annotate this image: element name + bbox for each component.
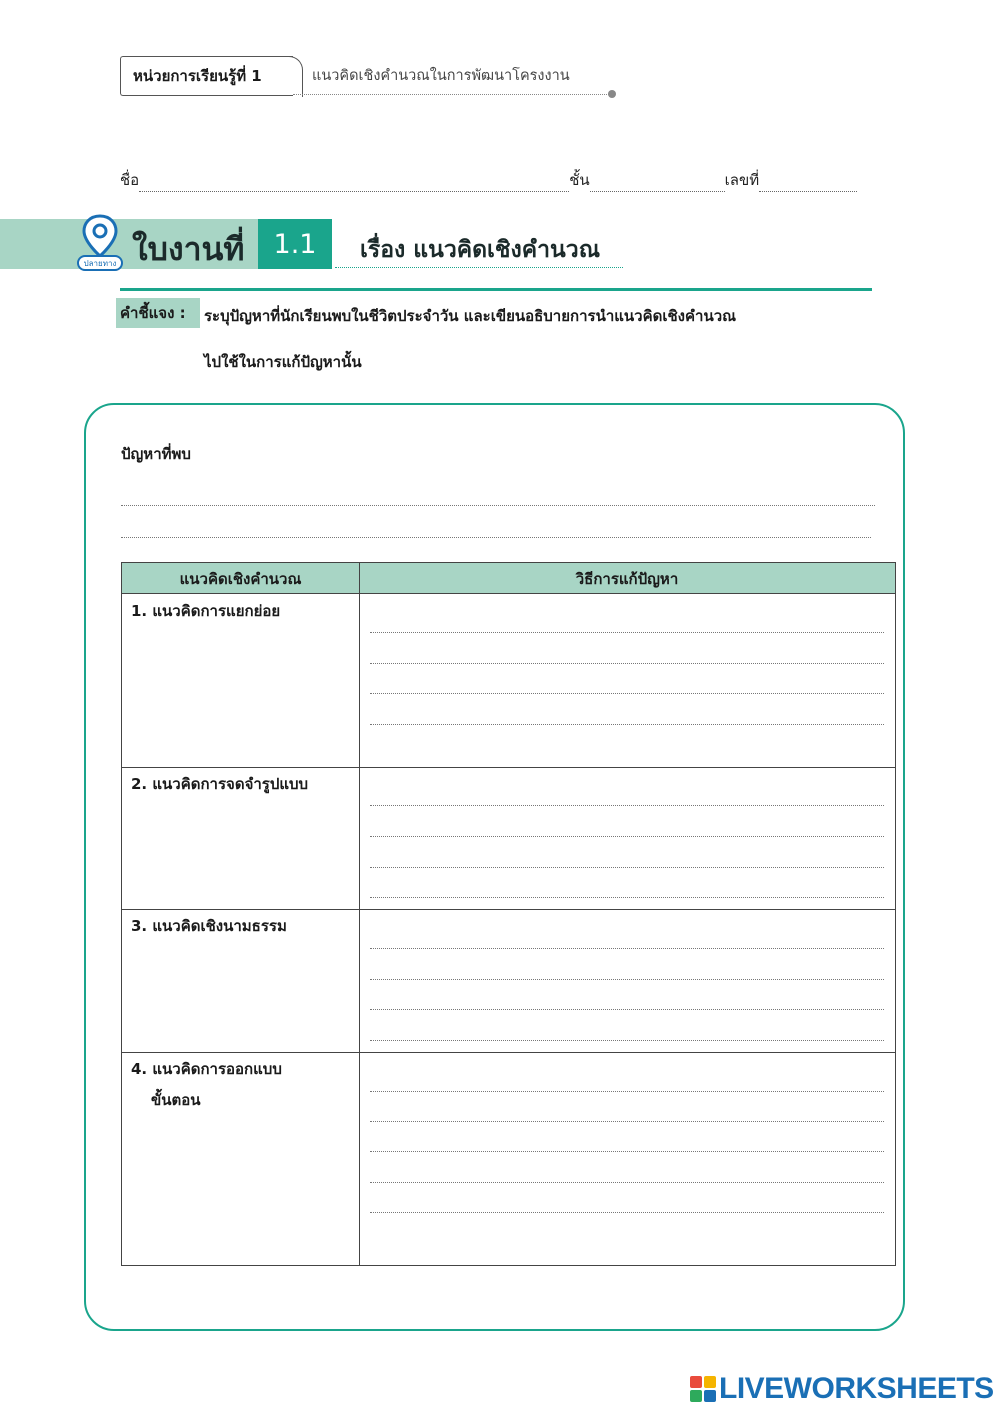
answer-line[interactable] bbox=[370, 632, 884, 633]
unit-divider-dot bbox=[608, 90, 616, 98]
answer-line[interactable] bbox=[370, 897, 884, 898]
liveworksheets-logo bbox=[690, 1372, 994, 1406]
instructions-line-2: ไปใช้ในการแก้ปัญหานั้น bbox=[204, 353, 362, 371]
name-label: ชื่อ bbox=[120, 171, 140, 189]
student-info-row bbox=[120, 168, 870, 192]
worksheet-label: ใบงานที่ bbox=[132, 230, 245, 268]
row-label-text: 2. แนวคิดการจดจำรูปแบบ bbox=[131, 775, 309, 793]
table-row-divider bbox=[122, 767, 895, 768]
answer-line[interactable] bbox=[370, 1151, 884, 1152]
instructions-label-text: คำชี้แจง : bbox=[120, 304, 186, 322]
pin-caption: ปลายทาง bbox=[83, 259, 117, 268]
table-row-label-decomposition bbox=[131, 596, 280, 627]
answer-line[interactable] bbox=[370, 724, 884, 725]
table-column-divider bbox=[359, 563, 360, 1265]
number-field[interactable] bbox=[759, 176, 857, 192]
unit-label: หน่วยการเรียนรู้ที่ 1 bbox=[133, 67, 262, 85]
name-field[interactable] bbox=[139, 176, 569, 192]
unit-divider bbox=[293, 94, 611, 95]
table-header-method: วิธีการแก้ปัญหา bbox=[575, 569, 679, 588]
answer-line[interactable] bbox=[370, 836, 884, 837]
answer-line[interactable] bbox=[370, 867, 884, 868]
row-label-text: 4. แนวคิดการออกแบบ bbox=[131, 1060, 282, 1078]
instructions-label bbox=[116, 298, 200, 328]
location-pin-icon bbox=[76, 212, 124, 274]
table-row-label-pattern bbox=[131, 769, 308, 800]
table-row-divider bbox=[122, 1052, 895, 1053]
answer-line[interactable] bbox=[370, 663, 884, 664]
header-rule bbox=[120, 288, 872, 291]
problem-label: ปัญหาที่พบ bbox=[121, 445, 191, 463]
answer-line[interactable] bbox=[370, 693, 884, 694]
class-field[interactable] bbox=[590, 176, 725, 192]
unit-label-box bbox=[120, 56, 293, 96]
answer-line[interactable] bbox=[370, 1040, 884, 1041]
answer-line[interactable] bbox=[370, 979, 884, 980]
table-row-divider bbox=[122, 909, 895, 910]
answer-line[interactable] bbox=[370, 948, 884, 949]
row-label-text: 1. แนวคิดการแยกย่อย bbox=[131, 602, 281, 620]
problem-answer-line[interactable] bbox=[121, 505, 875, 506]
answer-line[interactable] bbox=[370, 1182, 884, 1183]
liveworksheets-mark-icon bbox=[690, 1376, 716, 1402]
table-row-label-abstraction bbox=[131, 911, 287, 942]
instructions-line-1: ระบุปัญหาที่นักเรียนพบในชีวิตประจำวัน และเขียนอธิบายการนำแนวคิดเชิงคำนวณ bbox=[204, 307, 737, 325]
number-label: เลขที่ bbox=[724, 171, 760, 189]
class-label: ชั้น bbox=[569, 171, 590, 189]
answer-line[interactable] bbox=[370, 1009, 884, 1010]
table-header-concept: แนวคิดเชิงคำนวณ bbox=[179, 569, 302, 588]
row-label-text-line2: ขั้นตอน bbox=[151, 1091, 201, 1109]
brand-text: LIVEWORKSHEETS bbox=[719, 1372, 994, 1405]
unit-title: แนวคิดเชิงคำนวณในการพัฒนาโครงงาน bbox=[312, 68, 570, 84]
problem-answer-line[interactable] bbox=[121, 537, 871, 538]
answer-line[interactable] bbox=[370, 1121, 884, 1122]
answer-line[interactable] bbox=[370, 1091, 884, 1092]
answer-line[interactable] bbox=[370, 805, 884, 806]
worksheet-topic: เรื่อง แนวคิดเชิงคำนวณ bbox=[360, 237, 601, 263]
table-row-label-algorithm bbox=[131, 1054, 282, 1116]
worksheet-number bbox=[258, 219, 332, 269]
solution-table bbox=[121, 562, 896, 1266]
answer-line[interactable] bbox=[370, 1212, 884, 1213]
topic-underline bbox=[335, 267, 623, 268]
worksheet-number-text: 1.1 bbox=[273, 228, 317, 260]
row-label-text: 3. แนวคิดเชิงนามธรรม bbox=[131, 917, 287, 935]
